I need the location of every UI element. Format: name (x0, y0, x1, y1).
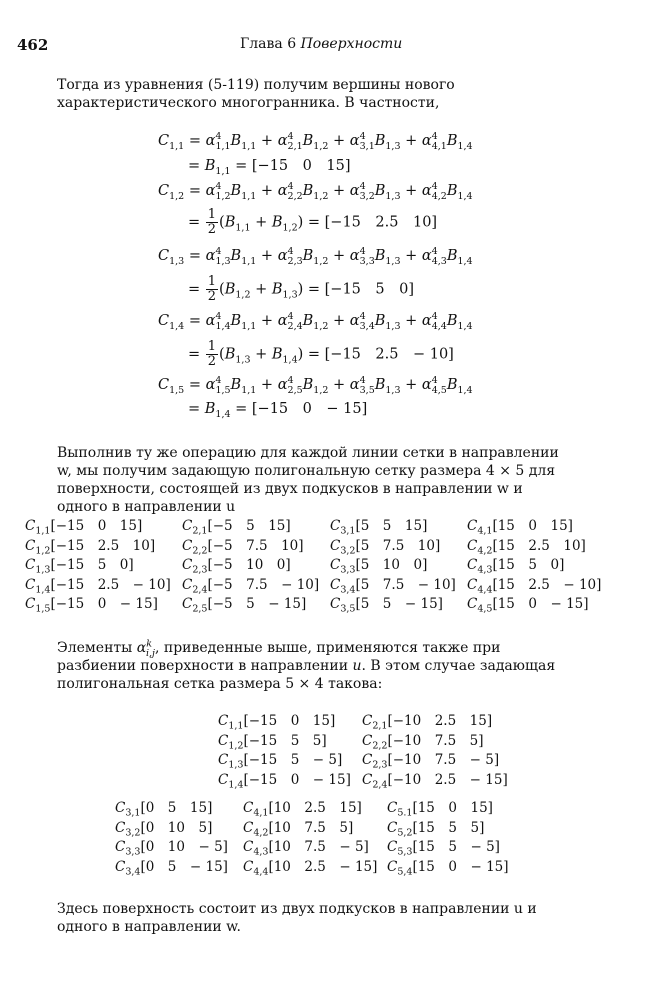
control-point: $C_{1,2}[-15$ 5 5] (218, 732, 327, 752)
equation-result: = $\frac{1}{2}$ $(B_{1,2} + B_{1,3}) = [-15$ 5 0] (188, 274, 415, 304)
control-point: $C_{4,3}[10$ 7.5 − 5] (243, 839, 369, 858)
control-point: $C_{1,4}[-15$ 0 − 15] (218, 771, 351, 791)
control-point: $C_{5.1}[15$ 0 15] (387, 800, 493, 819)
control-point: $C_{1,3}[-15$ 5 − 5] (218, 752, 343, 771)
paragraph-grid-4x5: Выполнив ту же операцию для каждой линии сетки в направлении w, мы получим задающую полигональную сетку размера 4 × 5 для поверхности, состоящей из двух подкусков в направлении w и одного в направлении u (57, 445, 559, 515)
equation-result: = $B_{1,4} = [-15$ 0 − 15] (188, 401, 368, 420)
control-point: $C_{2,4}[-10$ 2.5 − 15] (362, 771, 508, 791)
control-point: $C_{2,4}[-5$ 7.5 − 10] (182, 576, 320, 596)
control-point: $C_{5,3}[15$ 5 − 5] (387, 839, 500, 858)
control-point: $C_{1,3}[-15$ 5 0] (25, 557, 134, 576)
control-point: $C_{2,2}[-5$ 7.5 10] (182, 537, 304, 557)
control-point: $C_{1,4}[-15$ 2.5 − 10] (25, 576, 171, 596)
control-point: $C_{4,1}[15$ 0 15] (467, 518, 573, 537)
control-point: $C_{3,2}[0$ 10 5] (115, 819, 213, 839)
control-point: $C_{4,4}[10$ 2.5 − 15] (243, 858, 378, 878)
chapter-label: Глава 6 (240, 36, 297, 52)
fraction: $\frac{1}{2}$ (207, 339, 217, 369)
control-point: $C_{3,1}[0$ 5 15] (115, 800, 213, 819)
control-point: $C_{3,3}[5$ 10 0] (330, 557, 428, 576)
control-point: $C_{1,5}[-15$ 0 − 15] (25, 596, 158, 615)
control-point: $C_{3,1}[5$ 5 15] (330, 518, 428, 537)
control-point: $C_{3,5}[5$ 5 − 15] (330, 596, 443, 615)
running-header (240, 36, 402, 52)
control-point: $C_{3,2}[5$ 7.5 10] (330, 537, 441, 557)
control-point: $C_{4,4}[15$ 2.5 − 10] (467, 576, 602, 596)
control-point: $C_{2,1}[-10$ 2.5 15] (362, 713, 493, 732)
intro-paragraph: Тогда из уравнения (5-119) получим вершины нового характеристического многогранника. В частности, (57, 77, 455, 111)
control-point: $C_{3,4}[5$ 7.5 − 10] (330, 576, 456, 596)
fraction: $\frac{1}{2}$ (207, 274, 217, 304)
equation-result: = $\frac{1}{2}$ $(B_{1,3} + B_{1,4}) = [-15$ 2.5 − 10] (188, 339, 454, 369)
page-number: 462 (17, 36, 49, 54)
control-point: $C_{1,2}[-15$ 2.5 10] (25, 537, 156, 557)
control-point: $C_{4,1}[10$ 2.5 15] (243, 800, 362, 819)
control-point: $C_{4,3}[15$ 5 0] (467, 557, 565, 576)
control-point: $C_{2,1}[-5$ 5 15] (182, 518, 291, 537)
equation-line: $C_{1,3} = \alpha^4_{1,3}B_{1,1} + \alpha^4_{2,3}B_{1,2} + \alpha^4_{3,3}B_{1,3} + \alpha^4_{4,3}B_{1,4}$ (158, 246, 473, 267)
control-point: $C_{3,4}[0$ 5 − 15] (115, 858, 228, 878)
fraction: $\frac{1}{2}$ (207, 207, 217, 237)
control-point: $C_{1,1}[-15$ 0 15] (25, 518, 143, 537)
equation-line: $C_{1,4} = \alpha^4_{1,4}B_{1,1} + \alpha^4_{2,4}B_{1,2} + \alpha^4_{3,4}B_{1,3} + \alpha^4_{4,4}B_{1,4}$ (158, 311, 473, 332)
control-point: $C_{1,1}[-15$ 0 15] (218, 713, 336, 732)
equation-line: $C_{1,1} = \alpha^4_{1,1}B_{1,1} + \alpha^4_{2,1}B_{1,2} + \alpha^4_{3,1}B_{1,3} + \alpha^4_{4,1}B_{1,4}$ (158, 131, 473, 152)
control-point: $C_{2,3}[-10$ 7.5 − 5] (362, 752, 500, 771)
paragraph-grid-5x4: Элементы $\alpha^k_{i,j}$, приведенные выше, применяются также при разбиении поверхности в направлении u. В этом случае задающая полигональная сетка размера 5 × 4 такова: (57, 638, 556, 692)
equation-line: $C_{1,2} = \alpha^4_{1,2}B_{1,1} + \alpha^4_{2,2}B_{1,2} + \alpha^4_{3,2}B_{1,3} + \alpha^4_{4,2}B_{1,4}$ (158, 181, 473, 202)
chapter-title: Поверхности (300, 36, 403, 52)
control-point: $C_{4,2}[10$ 7.5 5] (243, 819, 354, 839)
control-point: $C_{2,5}[-5$ 5 − 15] (182, 596, 307, 615)
control-point: $C_{5,4}[15$ 0 − 15] (387, 858, 509, 878)
control-point: $C_{4,5}[15$ 0 − 15] (467, 596, 589, 615)
equation-line: $C_{1,5} = \alpha^4_{1,5}B_{1,1} + \alpha^4_{2,5}B_{1,2} + \alpha^4_{3,5}B_{1,3} + \alpha^4_{4,5}B_{1,4}$ (158, 375, 473, 396)
control-point: $C_{5,2}[15$ 5 5] (387, 819, 485, 839)
control-point: $C_{2,3}[-5$ 10 0] (182, 557, 291, 576)
equation-result: = $B_{1,1} = [-15$ 0 15] (188, 158, 351, 177)
control-point: $C_{3,3}[0$ 10 − 5] (115, 839, 228, 858)
closing-paragraph: Здесь поверхность состоит из двух подкусков в направлении u и одного в направлении w. (57, 901, 537, 935)
equation-result: = $\frac{1}{2}$ $(B_{1,1} + B_{1,2}) = [-15$ 2.5 10] (188, 207, 438, 237)
control-point: $C_{2,2}[-10$ 7.5 5] (362, 732, 484, 752)
control-point: $C_{4,2}[15$ 2.5 10] (467, 537, 586, 557)
